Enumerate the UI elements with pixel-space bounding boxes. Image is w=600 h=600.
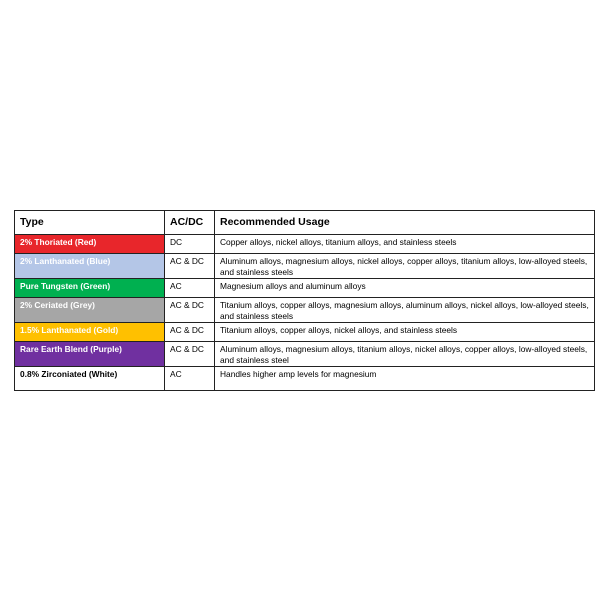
- usage-cell: Copper alloys, nickel alloys, titanium alloys, and stainless steels: [215, 235, 595, 254]
- type-cell-rare-earth-purple: Rare Earth Blend (Purple): [15, 342, 165, 367]
- acdc-cell: AC & DC: [165, 254, 215, 279]
- header-recommended-usage: Recommended Usage: [215, 211, 595, 235]
- acdc-cell: DC: [165, 235, 215, 254]
- table-row: [15, 298, 595, 323]
- table-header-row: [15, 211, 595, 235]
- usage-cell: Titanium alloys, copper alloys, nickel alloys, and stainless steels: [215, 323, 595, 342]
- table-row: [15, 279, 595, 298]
- usage-cell: Handles higher amp levels for magnesium: [215, 367, 595, 391]
- header-acdc: AC/DC: [165, 211, 215, 235]
- type-cell-thoriated-red: 2% Thoriated (Red): [15, 235, 165, 254]
- type-cell-pure-tungsten-green: Pure Tungsten (Green): [15, 279, 165, 298]
- acdc-cell: AC & DC: [165, 323, 215, 342]
- acdc-cell: AC & DC: [165, 298, 215, 323]
- table-row: [15, 323, 595, 342]
- table-row: [15, 254, 595, 279]
- acdc-cell: AC: [165, 367, 215, 391]
- type-cell-lanthanated-blue: 2% Lanthanated (Blue): [15, 254, 165, 279]
- usage-cell: Aluminum alloys, magnesium alloys, titanium alloys, nickel alloys, copper alloys, low-alloyed steels, and stainless steel: [215, 342, 595, 367]
- usage-cell: Titanium alloys, copper alloys, magnesium alloys, aluminum alloys, nickel alloys, low-alloyed steels, and stainless steels: [215, 298, 595, 323]
- usage-cell: Aluminum alloys, magnesium alloys, nickel alloys, copper alloys, titanium alloys, low-alloyed steels, and stainless steels: [215, 254, 595, 279]
- type-cell-lanthanated-gold: 1.5% Lanthanated (Gold): [15, 323, 165, 342]
- usage-cell: Magnesium alloys and aluminum alloys: [215, 279, 595, 298]
- tungsten-electrode-table: [14, 210, 595, 391]
- table-row: [15, 342, 595, 367]
- type-cell-zirconiated-white: 0.8% Zirconiated (White): [15, 367, 165, 391]
- acdc-cell: AC: [165, 279, 215, 298]
- header-type: Type: [15, 211, 165, 235]
- acdc-cell: AC & DC: [165, 342, 215, 367]
- table-row: [15, 367, 595, 391]
- table-row: [15, 235, 595, 254]
- type-cell-ceriated-grey: 2% Ceriated (Grey): [15, 298, 165, 323]
